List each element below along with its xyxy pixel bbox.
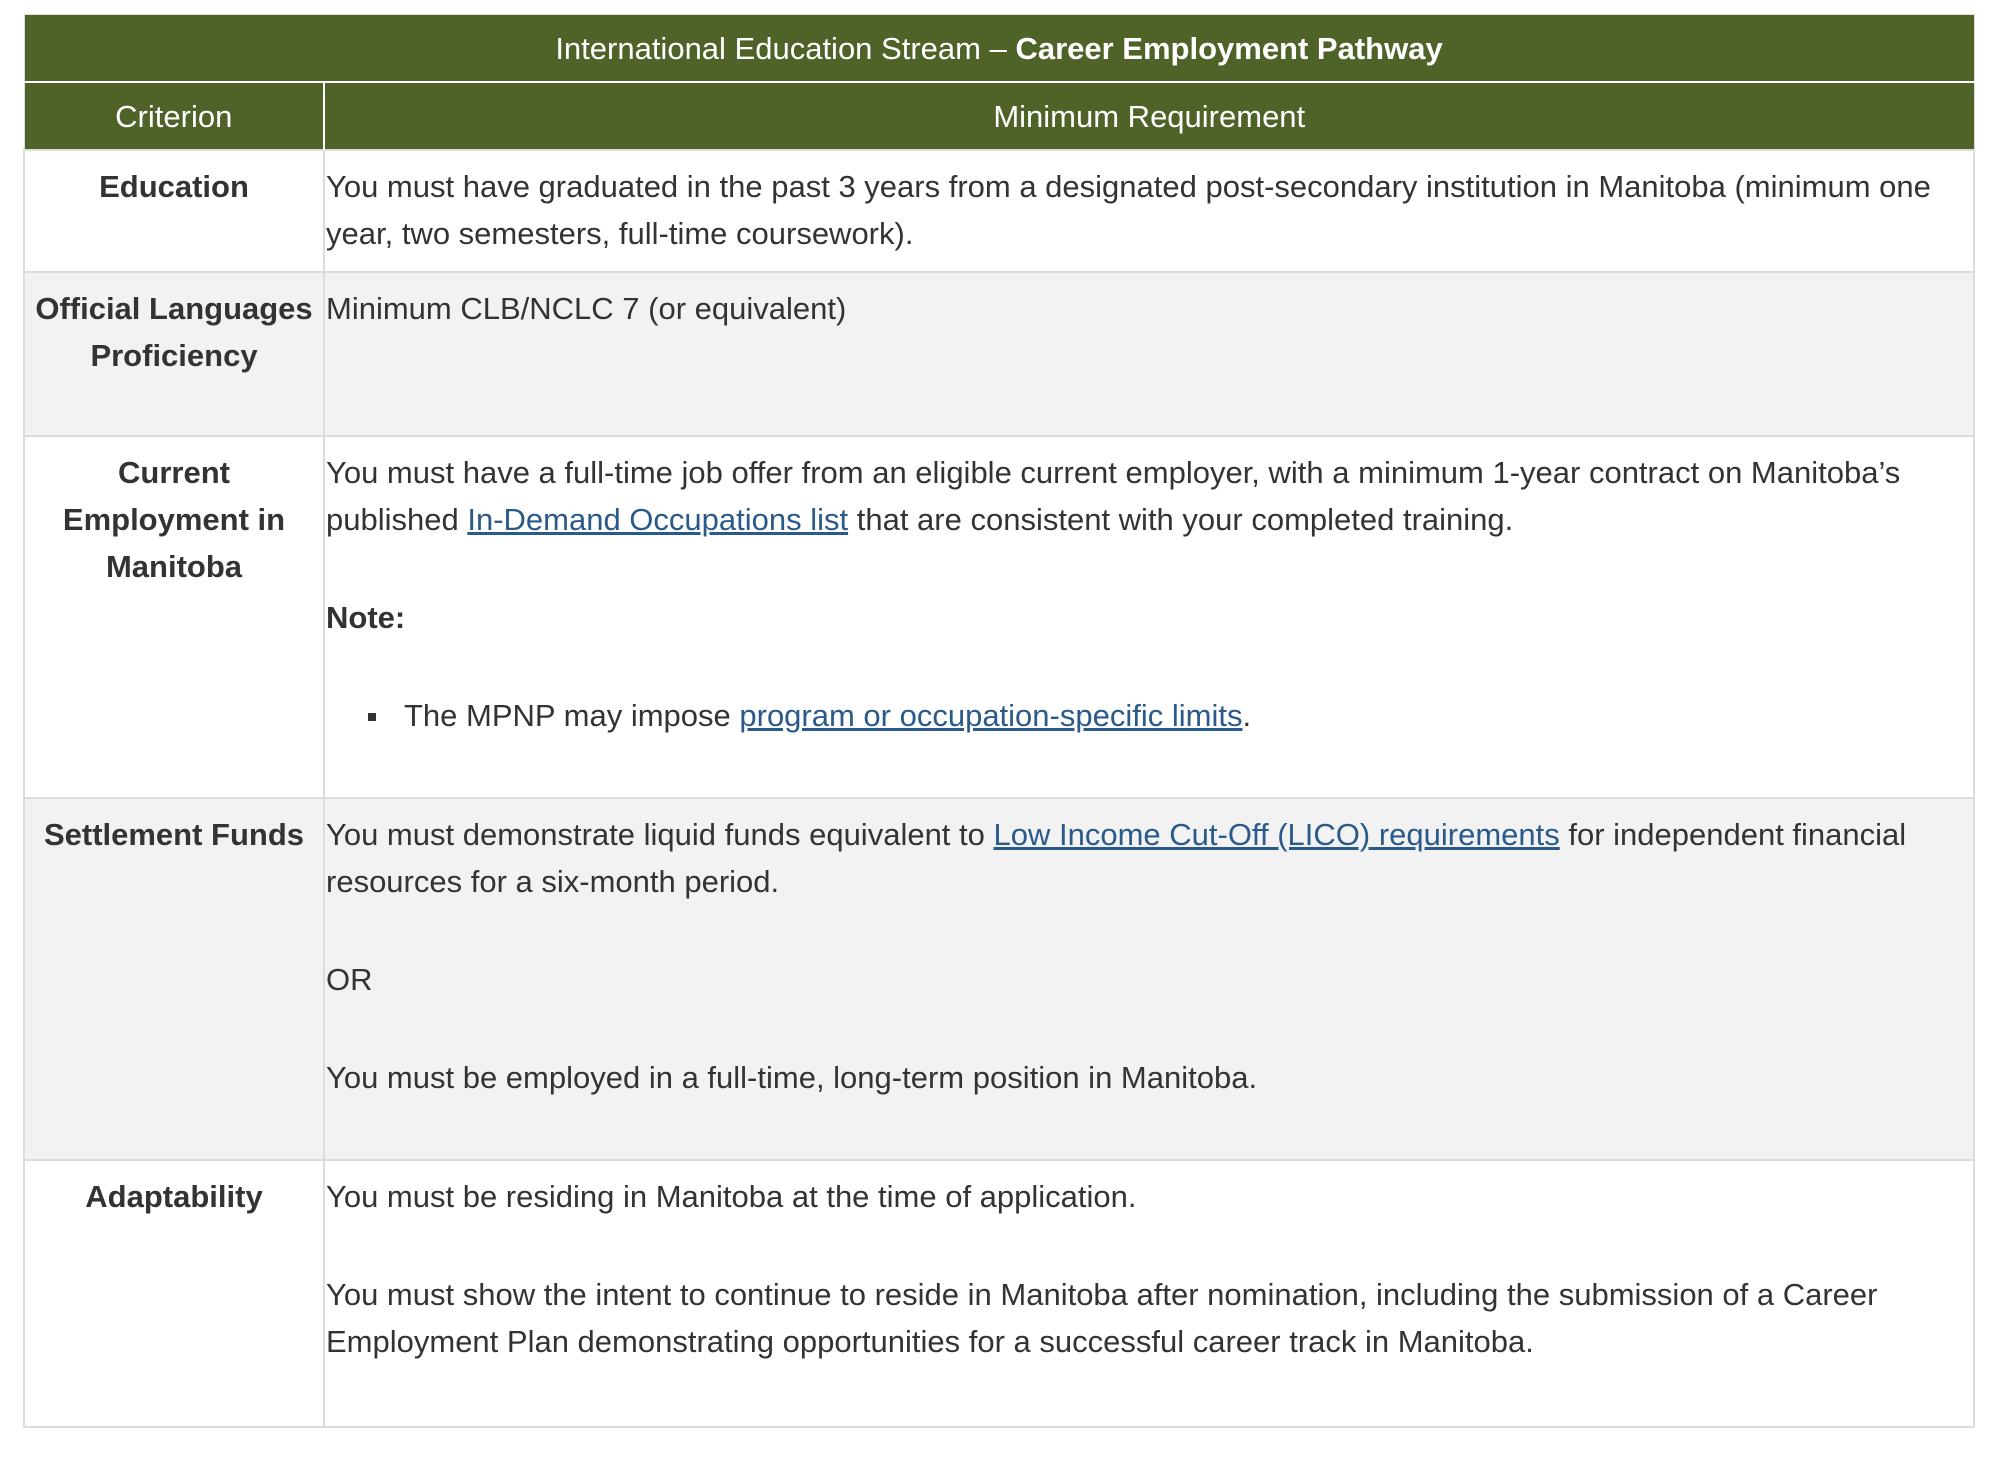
requirement-text: You must show the intent to continue to reside in Manitoba after nomination, including the submission of a Career Employment Plan demonstrating opportunities for a successful career track in Manitoba.	[326, 1277, 1878, 1359]
header-requirement: Minimum Requirement	[324, 82, 1974, 150]
text-segment: that are consistent with your completed training.	[848, 502, 1514, 537]
requirement-adaptability	[324, 1160, 1974, 1427]
criterion-employment: Current Employment in Manitoba	[24, 436, 324, 798]
criterion-funds: Settlement Funds	[24, 798, 324, 1160]
requirement-text	[326, 449, 1943, 543]
requirement-text: Minimum CLB/NCLC 7 (or equivalent)	[326, 291, 847, 326]
table-title-prefix: International Education Stream –	[555, 30, 1016, 66]
header-criterion: Criterion	[24, 82, 324, 150]
table-header-row	[24, 82, 1974, 150]
requirement-funds	[324, 798, 1974, 1160]
table-title-strong: Career Employment Pathway	[1015, 30, 1443, 66]
requirement-text: You must be employed in a full-time, long-term position in Manitoba.	[326, 1060, 1258, 1095]
criterion-language: Official Languages Proficiency	[24, 272, 324, 436]
table-row-adaptability	[24, 1160, 1974, 1427]
table-row-language	[24, 272, 1974, 436]
or-separator: OR	[326, 962, 373, 997]
note-list	[326, 692, 1943, 739]
table-row-employment	[24, 436, 1974, 798]
criterion-adaptability: Adaptability	[24, 1160, 324, 1427]
requirements-table	[23, 14, 1975, 1428]
bullet-icon	[368, 713, 376, 721]
text-segment: You must demonstrate liquid funds equivalent to	[326, 817, 994, 852]
lico-requirements-link[interactable]: Low Income Cut-Off (LICO) requirements	[993, 817, 1560, 852]
criterion-education: Education	[24, 150, 324, 272]
requirement-employment	[324, 436, 1974, 798]
requirement-education	[324, 150, 1974, 272]
text-segment: The MPNP may impose	[404, 698, 740, 733]
requirement-language	[324, 272, 1974, 436]
text-segment: for independent financial resources for a six-month period.	[326, 817, 1907, 899]
table-title-row	[24, 15, 1974, 83]
table-row-education	[24, 150, 1974, 272]
requirement-text: You must be residing in Manitoba at the time of application.	[326, 1179, 1137, 1214]
note-label: Note:	[326, 600, 406, 635]
text-segment: .	[1242, 698, 1252, 733]
list-item	[326, 692, 1943, 739]
text-segment: You must have a full-time job offer from an eligible current employer, with a minimum 1-year contract on Manitoba’s published	[326, 455, 1901, 537]
requirement-text: You must have graduated in the past 3 years from a designated post-secondary institution in Manitoba (minimum one year, two semesters, full-time coursework).	[326, 169, 1931, 251]
occupation-limits-link[interactable]: program or occupation-specific limits	[739, 698, 1243, 733]
in-demand-occupations-link[interactable]: In-Demand Occupations list	[467, 502, 849, 537]
table-title	[24, 15, 1974, 83]
requirement-text	[326, 811, 1943, 905]
table-row-funds	[24, 798, 1974, 1160]
